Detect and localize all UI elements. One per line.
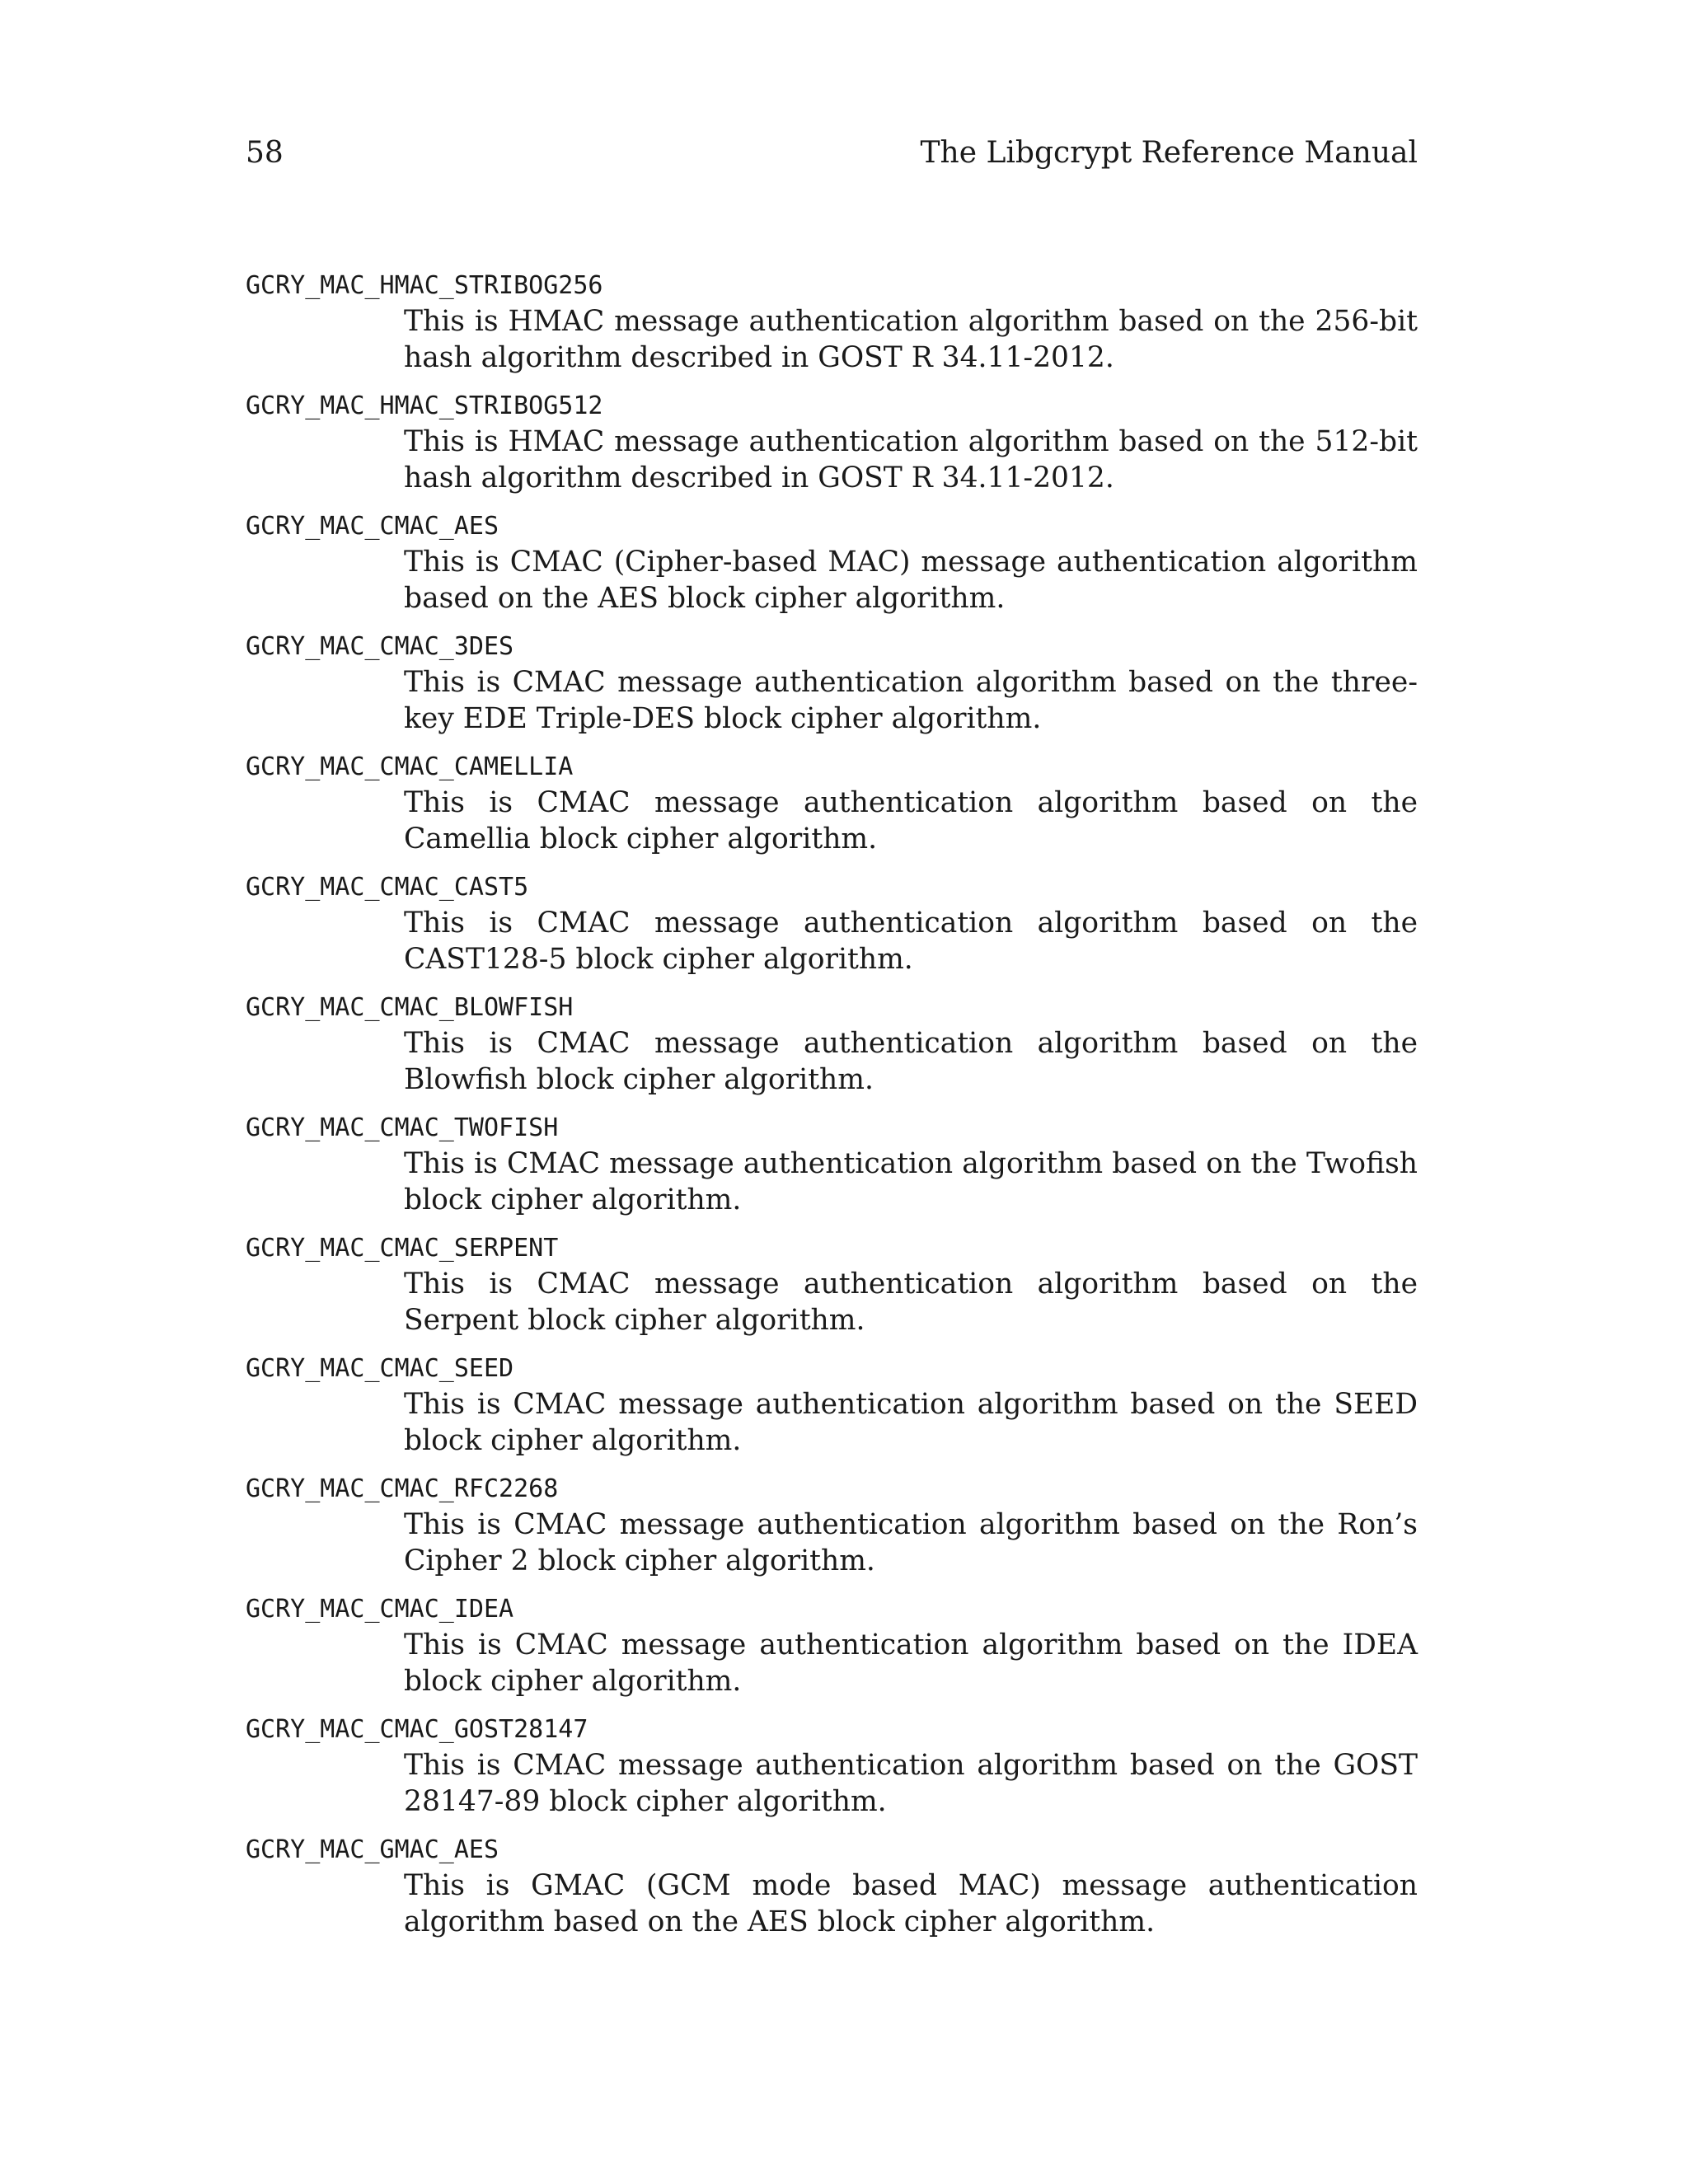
description: This is CMAC (Cipher-based MAC) message authentication algorithm based on the AES block cipher algorithm. bbox=[404, 546, 1418, 615]
description: This is HMAC message authentication algorithm based on the 512-bit hash algorithm described in GOST R 34.11-2012. bbox=[404, 425, 1418, 494]
running-title: The Libgcrypt Reference Manual bbox=[920, 136, 1418, 170]
description: This is CMAC message authentication algorithm based on the CAST128-5 block cipher algorithm. bbox=[404, 907, 1418, 976]
term: GCRY_MAC_CMAC_CAMELLIA bbox=[246, 752, 574, 781]
entry-cmac-3des bbox=[246, 630, 1418, 737]
description: This is CMAC message authentication algorithm based on the Serpent block cipher algorithm. bbox=[404, 1268, 1418, 1337]
page-number: 58 bbox=[246, 136, 284, 170]
mac-algorithm-list bbox=[246, 269, 1418, 1953]
entry-cmac-idea bbox=[246, 1592, 1418, 1699]
term: GCRY_MAC_GMAC_AES bbox=[246, 1835, 499, 1864]
term: GCRY_MAC_CMAC_GOST28147 bbox=[246, 1715, 588, 1744]
entry-cmac-camellia bbox=[246, 750, 1418, 857]
entry-cmac-twofish bbox=[246, 1111, 1418, 1218]
description: This is GMAC (GCM mode based MAC) message authentication algorithm based on the AES block cipher algorithm. bbox=[404, 1869, 1418, 1938]
entry-cmac-blowfish bbox=[246, 991, 1418, 1098]
entry-hmac-stribog256 bbox=[246, 269, 1418, 376]
term: GCRY_MAC_CMAC_SERPENT bbox=[246, 1234, 559, 1263]
term: GCRY_MAC_CMAC_IDEA bbox=[246, 1595, 514, 1624]
entry-cmac-serpent bbox=[246, 1231, 1418, 1338]
description: This is HMAC message authentication algorithm based on the 256-bit hash algorithm described in GOST R 34.11-2012. bbox=[404, 305, 1418, 374]
term: GCRY_MAC_CMAC_3DES bbox=[246, 632, 514, 661]
page-header bbox=[246, 130, 1418, 176]
description: This is CMAC message authentication algorithm based on the three-key EDE Triple-DES block cipher algorithm. bbox=[404, 666, 1418, 735]
term: GCRY_MAC_HMAC_STRIBOG256 bbox=[246, 271, 603, 300]
entry-gmac-aes bbox=[246, 1833, 1418, 1940]
entry-cmac-aes bbox=[246, 509, 1418, 616]
entry-cmac-gost28147 bbox=[246, 1713, 1418, 1820]
description: This is CMAC message authentication algorithm based on the Ron’s Cipher 2 block cipher algorithm. bbox=[404, 1508, 1418, 1577]
entry-cmac-rfc2268 bbox=[246, 1472, 1418, 1579]
entry-cmac-seed bbox=[246, 1352, 1418, 1459]
term: GCRY_MAC_CMAC_AES bbox=[246, 512, 499, 541]
description: This is CMAC message authentication algorithm based on the IDEA block cipher algorithm. bbox=[404, 1629, 1418, 1698]
entry-cmac-cast5 bbox=[246, 870, 1418, 977]
term: GCRY_MAC_CMAC_CAST5 bbox=[246, 873, 529, 902]
term: GCRY_MAC_CMAC_TWOFISH bbox=[246, 1113, 559, 1142]
term: GCRY_MAC_CMAC_BLOWFISH bbox=[246, 993, 574, 1022]
entry-hmac-stribog512 bbox=[246, 389, 1418, 496]
description: This is CMAC message authentication algorithm based on the Camellia block cipher algorithm. bbox=[404, 786, 1418, 855]
term: GCRY_MAC_HMAC_STRIBOG512 bbox=[246, 391, 603, 420]
description: This is CMAC message authentication algorithm based on the Twofish block cipher algorithm. bbox=[404, 1147, 1418, 1216]
term: GCRY_MAC_CMAC_SEED bbox=[246, 1354, 514, 1383]
description: This is CMAC message authentication algorithm based on the Blowfish block cipher algorithm. bbox=[404, 1027, 1418, 1096]
term: GCRY_MAC_CMAC_RFC2268 bbox=[246, 1474, 559, 1503]
description: This is CMAC message authentication algorithm based on the SEED block cipher algorithm. bbox=[404, 1388, 1418, 1457]
description: This is CMAC message authentication algorithm based on the GOST 28147-89 block cipher algorithm. bbox=[404, 1749, 1418, 1818]
